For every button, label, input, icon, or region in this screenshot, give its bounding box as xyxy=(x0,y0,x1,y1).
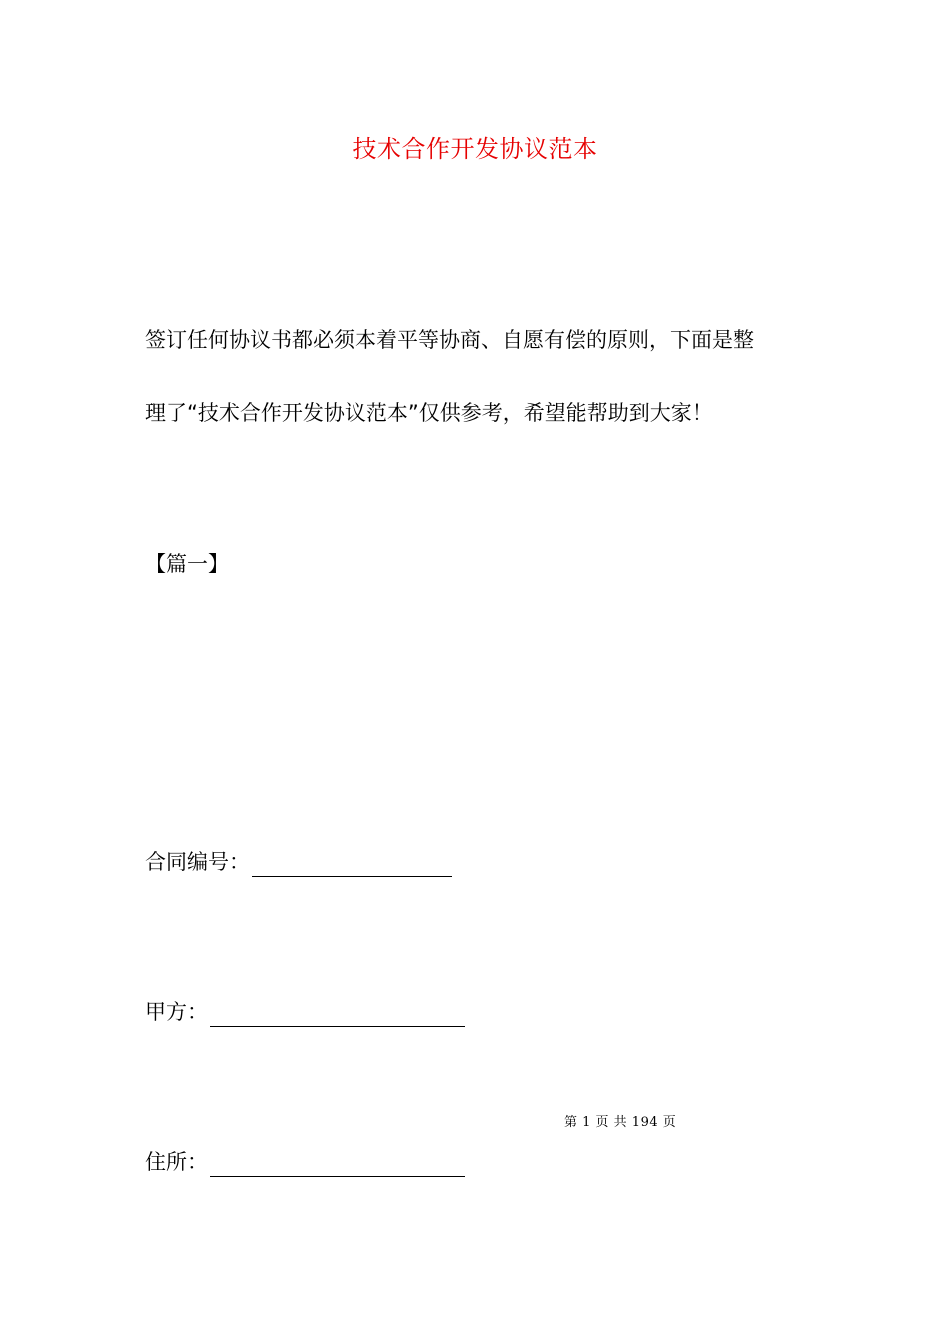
party-a-label: 甲方： xyxy=(145,1000,208,1024)
party-a-field xyxy=(145,997,465,1027)
contract-number-field xyxy=(145,847,452,877)
party-a-blank xyxy=(210,1002,465,1027)
address-blank xyxy=(210,1152,465,1177)
address-label: 住所： xyxy=(145,1150,208,1174)
intro-line-2: 理了“技术合作开发协议范本”仅供参考，希望能帮助到大家！ xyxy=(145,401,713,425)
contract-number-label: 合同编号： xyxy=(145,850,250,874)
address-field xyxy=(145,1147,465,1177)
document-title: 技术合作开发协议范本 xyxy=(352,135,598,163)
intro-line-1: 签订任何协议书都必须本着平等协商、自愿有偿的原则，下面是整 xyxy=(145,328,754,352)
section-heading: 【篇一】 xyxy=(145,552,229,576)
page-indicator: 第 1 页 共 194 页 xyxy=(564,1115,677,1130)
contract-number-blank xyxy=(252,852,452,877)
